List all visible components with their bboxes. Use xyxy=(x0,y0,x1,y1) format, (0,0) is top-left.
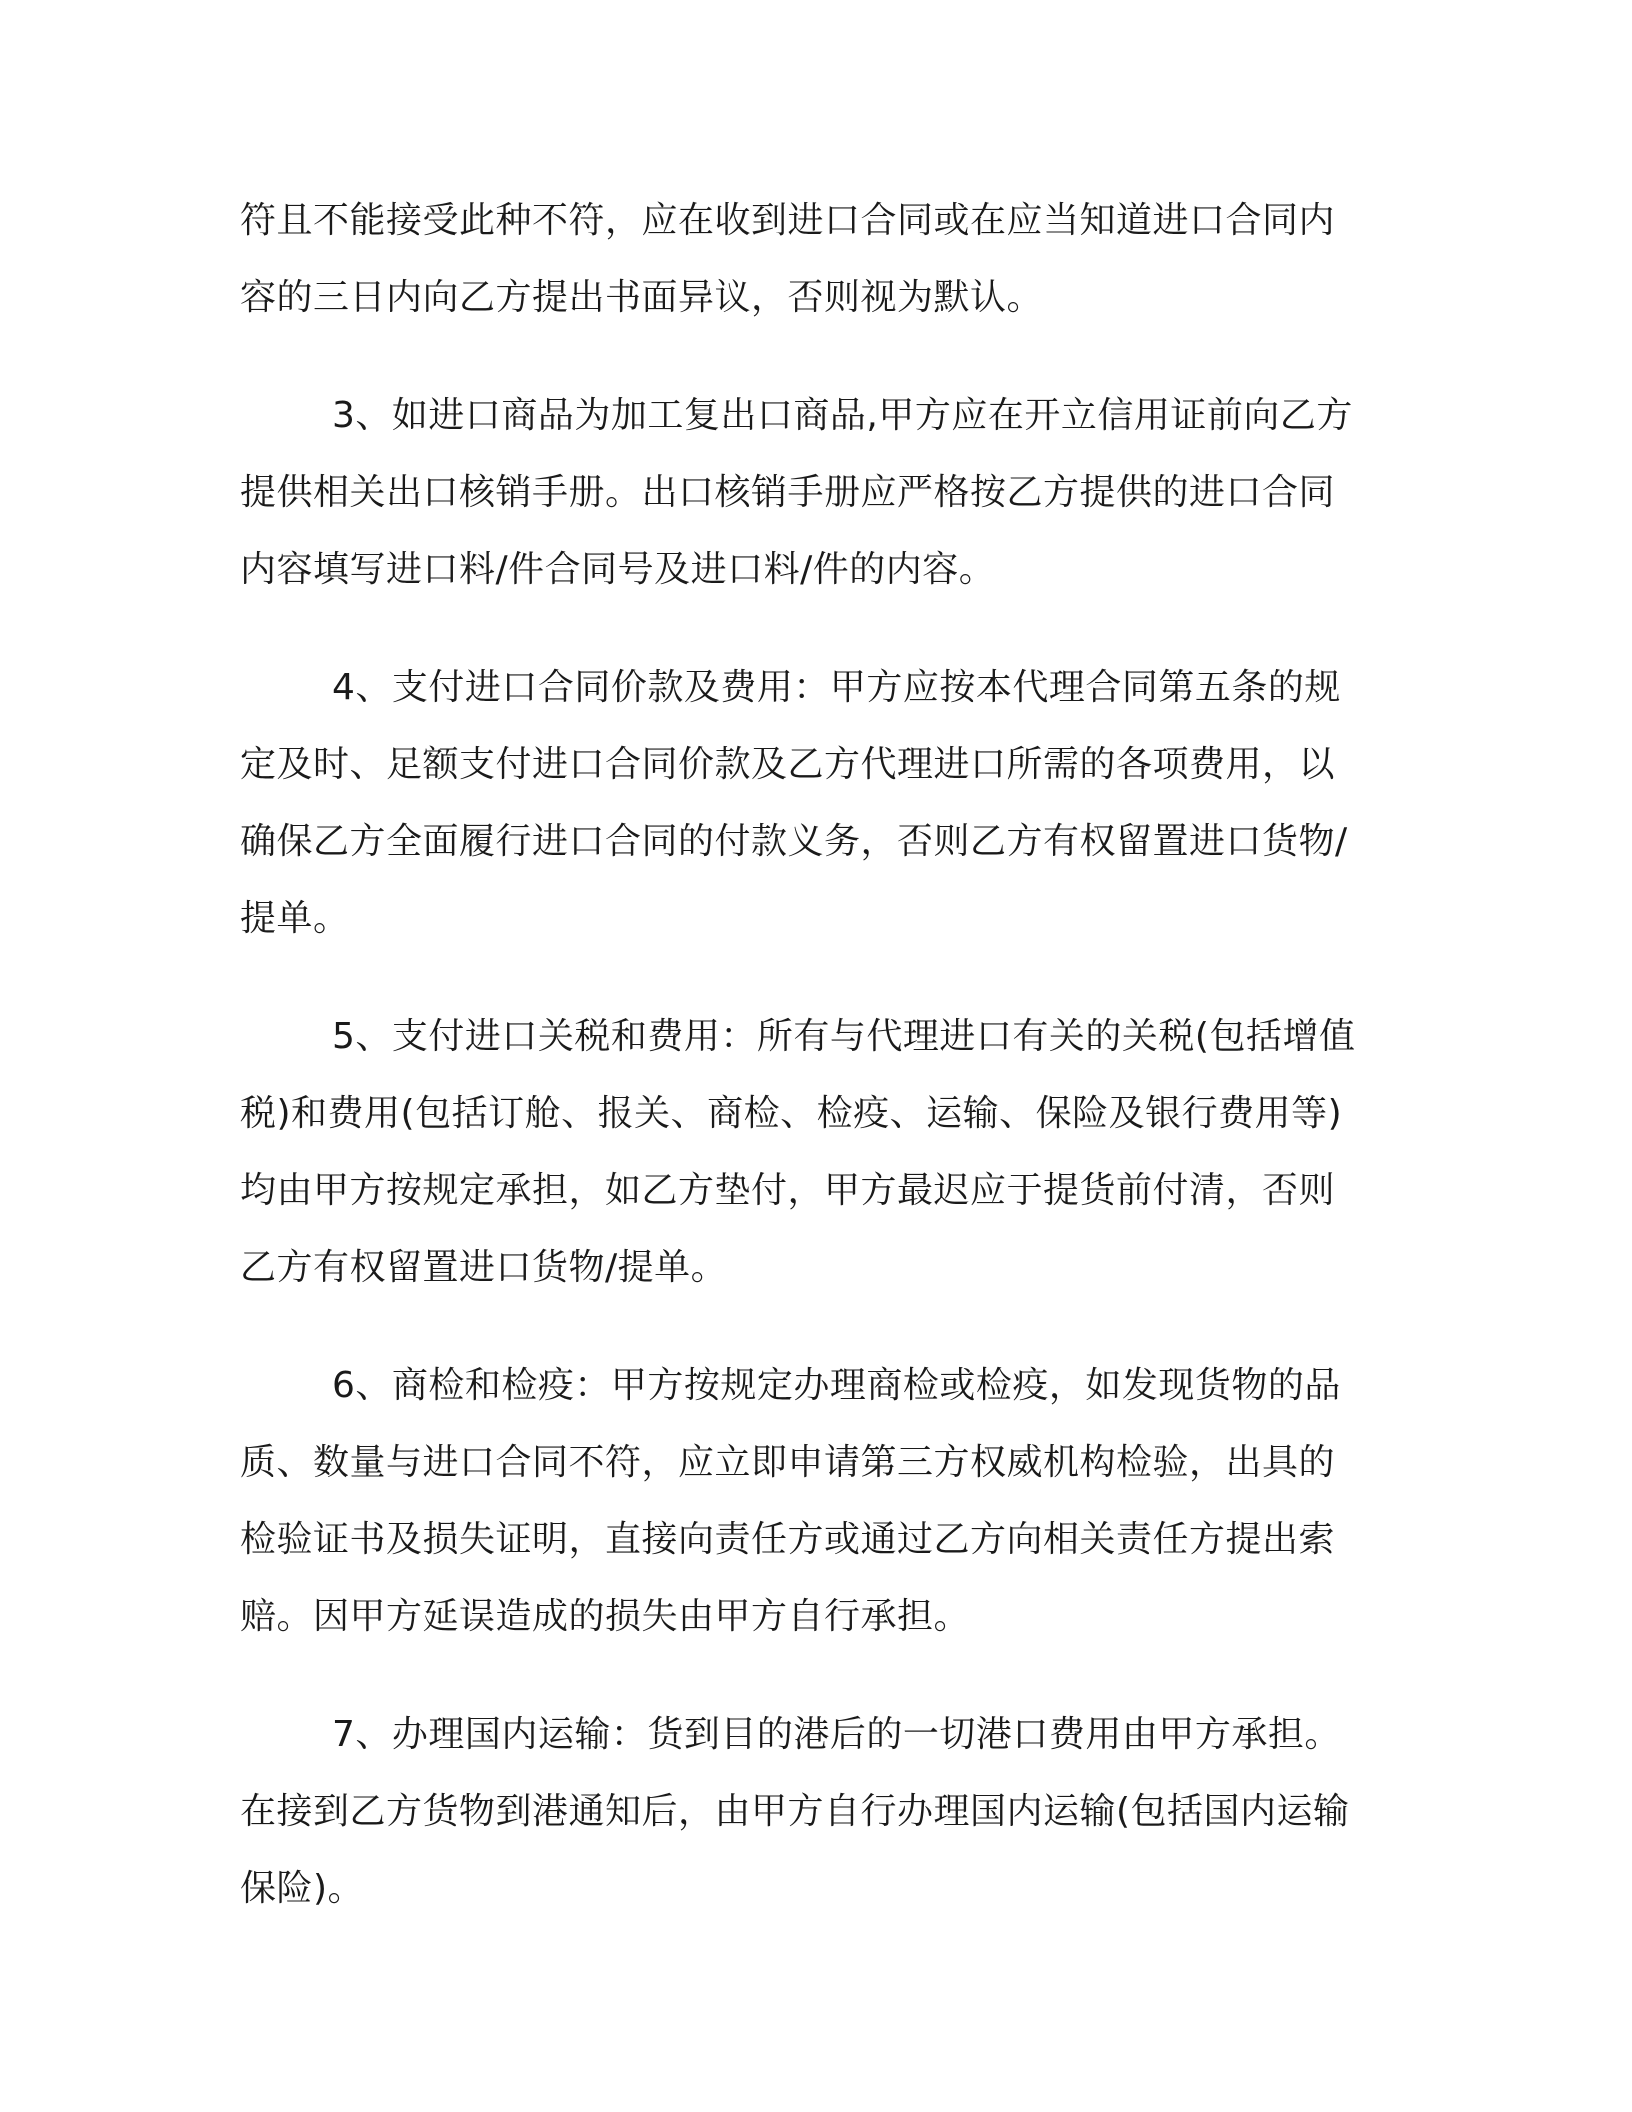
paragraph-line: 符且不能接受此种不符，应在收到进口合同或在应当知道进口合同内 xyxy=(240,200,1336,241)
paragraph-line: 7、办理国内运输：货到目的港后的一切港口费用由甲方承担。 xyxy=(332,1714,1341,1755)
paragraph-line: 均由甲方按规定承担，如乙方垫付，甲方最迟应于提货前付清，否则 xyxy=(240,1170,1336,1211)
paragraph-line: 4、支付进口合同价款及费用：甲方应按本代理合同第五条的规 xyxy=(332,667,1341,708)
paragraph-line: 内容填写进口料/件合同号及进口料/件的内容。 xyxy=(240,549,996,590)
paragraph-line: 提单。 xyxy=(240,898,350,939)
paragraph-gap xyxy=(240,957,1390,998)
paragraph-gap xyxy=(240,336,1390,377)
paragraph-continuation xyxy=(240,182,1390,336)
paragraph-clause-6 xyxy=(240,1347,1390,1655)
paragraph-line: 定及时、足额支付进口合同价款及乙方代理进口所需的各项费用，以 xyxy=(240,744,1336,785)
paragraph-line: 6、商检和检疫：甲方按规定办理商检或检疫，如发现货物的品 xyxy=(332,1365,1341,1406)
paragraph-line: 提供相关出口核销手册。出口核销手册应严格按乙方提供的进口合同 xyxy=(240,472,1336,513)
paragraph-gap xyxy=(240,1655,1390,1696)
paragraph-clause-5 xyxy=(240,998,1390,1306)
paragraph-line: 税)和费用(包括订舱、报关、商检、检疫、运输、保险及银行费用等) xyxy=(240,1093,1343,1134)
paragraph-clause-7 xyxy=(240,1696,1390,1927)
document-body xyxy=(240,182,1390,1927)
paragraph-line: 保险)。 xyxy=(240,1868,365,1909)
paragraph-line: 在接到乙方货物到港通知后，由甲方自行办理国内运输(包括国内运输 xyxy=(240,1791,1350,1832)
paragraph-gap xyxy=(240,1306,1390,1347)
paragraph-gap xyxy=(240,608,1390,649)
paragraph-line: 3、如进口商品为加工复出口商品,甲方应在开立信用证前向乙方 xyxy=(332,395,1353,436)
paragraph-line: 容的三日内向乙方提出书面异议，否则视为默认。 xyxy=(240,277,1044,318)
paragraph-line: 乙方有权留置进口货物/提单。 xyxy=(240,1247,728,1288)
paragraph-line: 确保乙方全面履行进口合同的付款义务，否则乙方有权留置进口货物/ xyxy=(240,821,1348,862)
paragraph-line: 检验证书及损失证明，直接向责任方或通过乙方向相关责任方提出索 xyxy=(240,1519,1336,1560)
paragraph-clause-3 xyxy=(240,377,1390,608)
paragraph-line: 质、数量与进口合同不符，应立即申请第三方权威机构检验，出具的 xyxy=(240,1442,1336,1483)
paragraph-line: 5、支付进口关税和费用：所有与代理进口有关的关税(包括增值 xyxy=(332,1016,1356,1057)
paragraph-clause-4 xyxy=(240,649,1390,957)
paragraph-line: 赔。因甲方延误造成的损失由甲方自行承担。 xyxy=(240,1596,971,1637)
